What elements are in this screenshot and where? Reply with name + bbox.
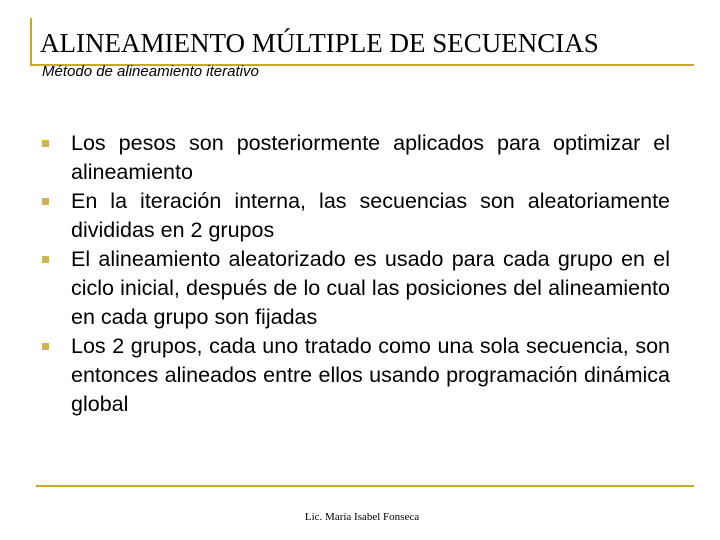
square-bullet-icon (42, 256, 49, 263)
footer-author: Lic. María Isabel Fonseca (304, 511, 420, 523)
bullet-item (42, 245, 670, 332)
bullet-item (42, 187, 670, 245)
square-bullet-icon (42, 198, 49, 205)
slide-title: ALINEAMIENTO MÚLTIPLE DE SECUENCIAS (40, 28, 599, 58)
bullet-item (42, 332, 670, 419)
footer-rule (36, 485, 694, 487)
bullet-text: Los pesos son posteriormente aplicados para optimizar el alineamiento (71, 131, 670, 184)
bullet-text: El alineamiento aleatorizado es usado para cada grupo en el ciclo inicial, después de lo cual las posiciones del alineamiento en cada grupo son fijadas (71, 247, 670, 329)
bullet-list (42, 129, 670, 419)
square-bullet-icon (42, 343, 49, 350)
bullet-item (42, 129, 670, 187)
square-bullet-icon (42, 140, 49, 147)
slide-subtitle: Método de alineamiento iterativo (42, 63, 259, 80)
bullet-text: Los 2 grupos, cada uno tratado como una sola secuencia, son entonces alineados entre ellos usando programación dinámica global (71, 334, 670, 416)
bullet-text: En la iteración interna, las secuencias son aleatoriamente divididas en 2 grupos (71, 189, 670, 242)
title-left-rule (30, 18, 32, 64)
